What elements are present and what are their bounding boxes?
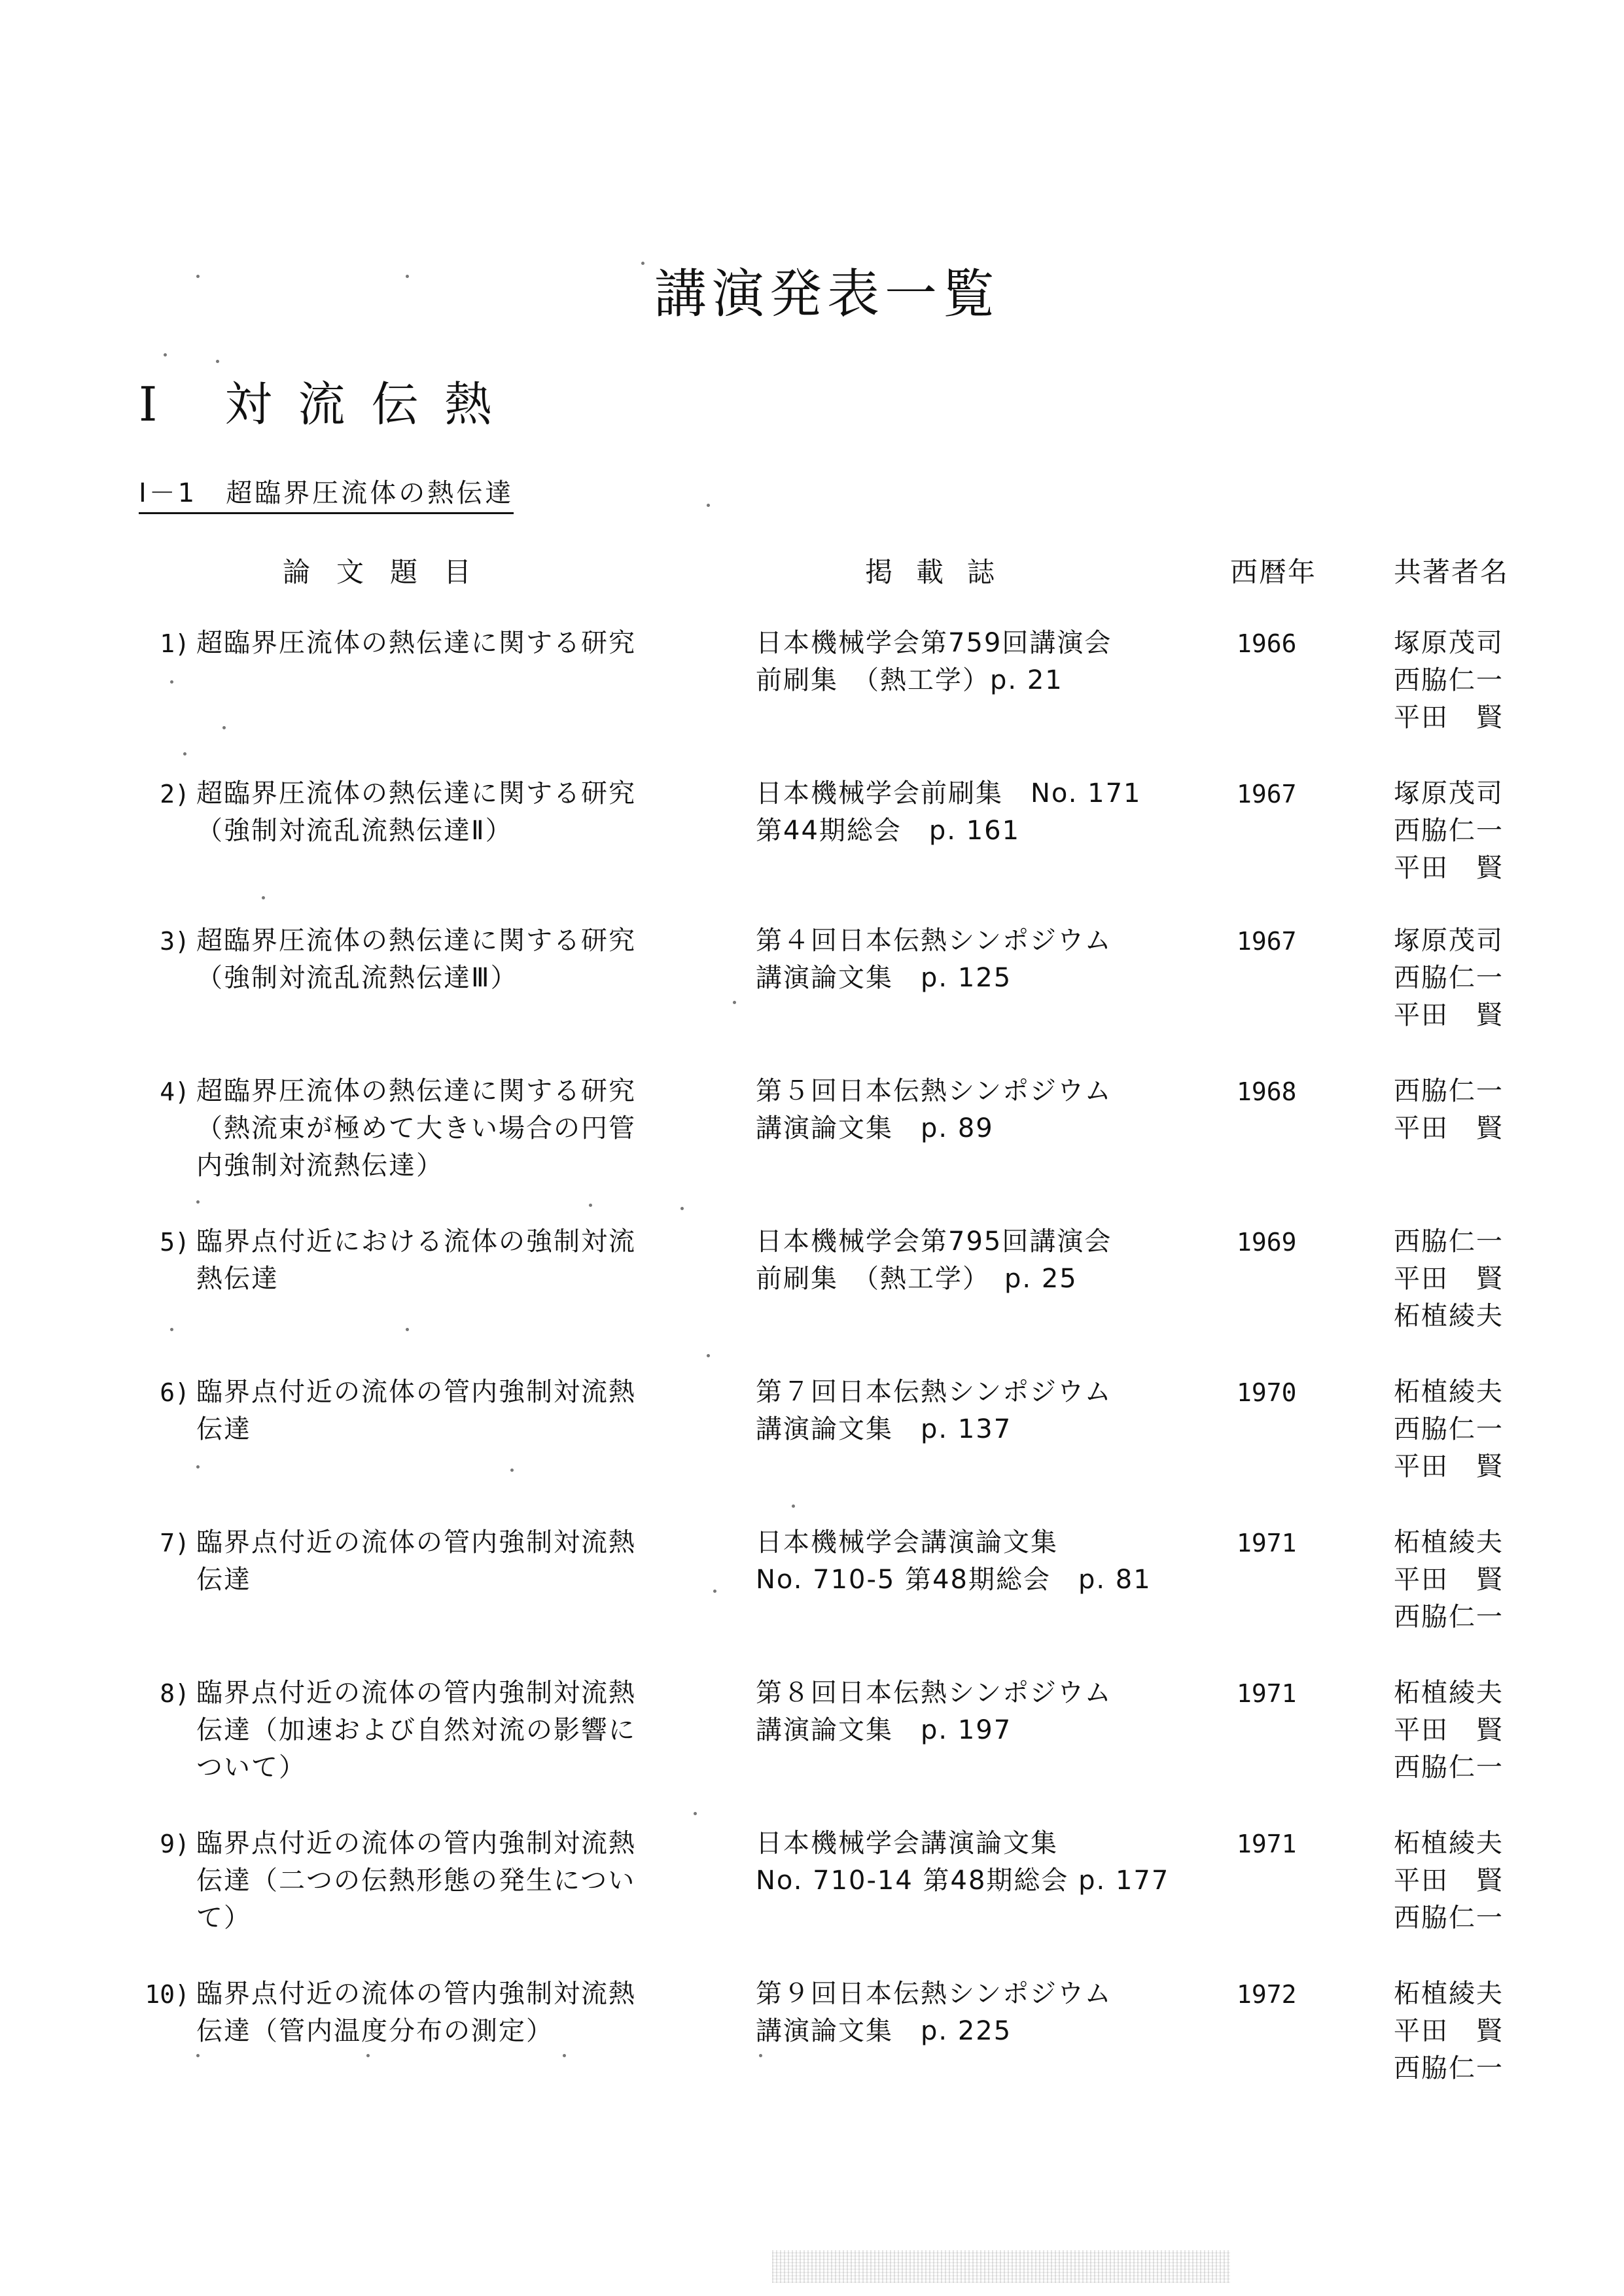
entry-title-line: 臨界点付近の流体の管内強制対流熱: [196, 1377, 636, 1407]
entry-journal: [756, 1223, 1214, 1298]
entry-title: [196, 775, 707, 850]
scan-speck: [733, 1001, 736, 1004]
entry-title-line: 伝達: [196, 1414, 251, 1444]
entry-year: 1969: [1237, 1228, 1297, 1257]
entry-title-line: 超臨界圧流体の熱伝達に関する研究: [196, 628, 636, 658]
scan-speck: [196, 2054, 200, 2057]
entry-title: [196, 1374, 707, 1448]
entry-author: 平田 賢: [1394, 1866, 1504, 1896]
scan-speck: [222, 726, 226, 729]
entry-journal-line: 前刷集 （熱工学）p. 21: [756, 665, 1063, 695]
entry-title: [196, 1825, 707, 1937]
scan-speck: [196, 275, 200, 278]
entry-number: 10): [145, 1980, 190, 2009]
scan-speck: [694, 1812, 697, 1815]
scan-speck: [196, 1200, 200, 1204]
entry-journal-line: 講演論文集 p. 125: [756, 963, 1012, 993]
entry-author: 西脇仁一: [1394, 963, 1504, 993]
entry-title-line: て）: [196, 1903, 251, 1933]
publication-entry: [0, 1975, 1624, 2119]
entry-journal-line: 第８回日本伝熱シンポジウム: [756, 1678, 1112, 1708]
entry-title-line: 内強制対流熱伝達）: [196, 1151, 444, 1181]
entry-authors: [1394, 1825, 1525, 1937]
entry-journal-line: 第５回日本伝熱シンポジウム: [756, 1076, 1112, 1106]
scan-speck: [216, 360, 219, 363]
publication-entry: [0, 1825, 1624, 1969]
entry-year: 1968: [1237, 1077, 1297, 1106]
entry-journal: [756, 1073, 1214, 1147]
entry-number: 3): [160, 927, 190, 956]
entry-title-line: 超臨界圧流体の熱伝達に関する研究: [196, 926, 636, 956]
entry-title-line: （強制対流乱流熱伝達Ⅲ）: [196, 963, 518, 993]
entry-title-line: 伝達（加速および自然対流の影響に: [196, 1715, 636, 1745]
publication-entry: [0, 775, 1624, 919]
entry-author: 西脇仁一: [1394, 1076, 1504, 1106]
section-title: Ⅰ 対流伝熱: [139, 377, 518, 432]
entry-title-line: 臨界点付近の流体の管内強制対流熱: [196, 1527, 636, 1557]
entry-authors: [1394, 625, 1525, 737]
scan-speck: [262, 896, 265, 899]
entry-number: 4): [160, 1077, 190, 1106]
entry-author: 西脇仁一: [1394, 2053, 1504, 2083]
entry-journal-line: 日本機械学会講演論文集: [756, 1828, 1058, 1858]
header-journal: 掲載誌: [865, 556, 1019, 588]
scan-speck: [406, 1328, 409, 1331]
entry-number: 2): [160, 780, 190, 809]
entry-author: 西脇仁一: [1394, 1602, 1504, 1632]
scan-speck: [406, 275, 409, 278]
entry-title-line: 熱伝達: [196, 1264, 279, 1294]
publication-entry: [0, 922, 1624, 1066]
entry-author: 平田 賢: [1394, 1715, 1504, 1745]
header-title: 論文題目: [283, 556, 498, 588]
entry-title: [196, 1223, 707, 1298]
entry-authors: [1394, 775, 1525, 887]
entry-journal-line: 講演論文集 p. 137: [756, 1414, 1012, 1444]
entry-title-line: 超臨界圧流体の熱伝達に関する研究: [196, 1076, 636, 1106]
scan-speck: [170, 680, 173, 684]
entry-journal-line: 第４回日本伝熱シンポジウム: [756, 926, 1112, 956]
entry-number: 1): [160, 629, 190, 658]
entry-author: 平田 賢: [1394, 853, 1504, 883]
scan-speck: [759, 2054, 762, 2057]
entry-author: 平田 賢: [1394, 1264, 1504, 1294]
scan-speck: [713, 1590, 716, 1593]
scan-speck: [589, 1204, 592, 1207]
scan-speck: [366, 2054, 370, 2057]
entry-journal: [756, 1524, 1214, 1599]
entry-author: 平田 賢: [1394, 2016, 1504, 2046]
entry-title-line: 臨界点付近の流体の管内強制対流熱: [196, 1678, 636, 1708]
entry-author: 柘植綾夫: [1394, 1979, 1504, 2009]
entry-year: 1967: [1237, 927, 1297, 956]
scan-speck: [196, 1465, 200, 1469]
entry-authors: [1394, 1975, 1525, 2087]
entry-author: 柘植綾夫: [1394, 1828, 1504, 1858]
entry-journal: [756, 922, 1214, 997]
page-title: 講演発表一覧: [654, 264, 1000, 324]
publication-entry: [0, 625, 1624, 769]
entry-journal: [756, 625, 1214, 699]
subsection-title: Ⅰ－1 超臨界圧流体の熱伝達: [139, 472, 514, 514]
publication-entry: [0, 1675, 1624, 1818]
entry-journal: [756, 775, 1214, 850]
entry-author: 西脇仁一: [1394, 816, 1504, 846]
entry-title-line: 伝達（管内温度分布の測定）: [196, 2016, 554, 2046]
publication-entry: [0, 1524, 1624, 1668]
entry-journal-line: 講演論文集 p. 225: [756, 2016, 1012, 2046]
entry-journal: [756, 1975, 1214, 2050]
entry-year: 1966: [1237, 629, 1297, 658]
entry-authors: [1394, 1223, 1525, 1335]
entry-year: 1971: [1237, 1830, 1297, 1858]
entry-title-line: 臨界点付近の流体の管内強制対流熱: [196, 1828, 636, 1858]
entry-author: 西脇仁一: [1394, 1414, 1504, 1444]
entry-author: 柘植綾夫: [1394, 1377, 1504, 1407]
publication-entry: [0, 1223, 1624, 1367]
scan-speck: [510, 1469, 514, 1472]
scan-speck: [707, 1354, 710, 1357]
entry-title: [196, 1524, 707, 1599]
entry-number: 7): [160, 1529, 190, 1557]
entry-journal: [756, 1374, 1214, 1448]
scan-speck: [183, 752, 186, 756]
entry-authors: [1394, 1675, 1525, 1786]
entry-title-line: 伝達: [196, 1565, 251, 1595]
entry-author: 平田 賢: [1394, 1113, 1504, 1143]
entry-journal-line: 講演論文集 p. 197: [756, 1715, 1012, 1745]
entry-author: 塚原茂司: [1394, 628, 1504, 658]
entry-title-line: （強制対流乱流熱伝達Ⅱ）: [196, 816, 513, 846]
entry-title-line: ついて）: [196, 1752, 306, 1783]
scan-speck: [170, 1328, 173, 1331]
entry-number: 9): [160, 1830, 190, 1858]
entry-journal-line: 日本機械学会第759回講演会: [756, 628, 1112, 658]
entry-author: 塚原茂司: [1394, 926, 1504, 956]
header-year: 西暦年: [1230, 556, 1317, 588]
entry-author: 柘植綾夫: [1394, 1301, 1504, 1331]
entry-year: 1970: [1237, 1378, 1297, 1407]
entry-journal-line: 第９回日本伝熱シンポジウム: [756, 1979, 1112, 2009]
entry-author: 塚原茂司: [1394, 778, 1504, 809]
entry-number: 8): [160, 1679, 190, 1708]
entry-title: [196, 1975, 707, 2050]
entry-authors: [1394, 1374, 1525, 1486]
entry-journal-line: 第７回日本伝熱シンポジウム: [756, 1377, 1112, 1407]
entry-year: 1967: [1237, 780, 1297, 809]
entry-journal: [756, 1825, 1214, 1900]
publication-entry: [0, 1073, 1624, 1217]
publication-entry: [0, 1374, 1624, 1518]
entry-title: [196, 1675, 707, 1786]
entry-author: 柘植綾夫: [1394, 1678, 1504, 1708]
entry-author: 西脇仁一: [1394, 1226, 1504, 1257]
entry-year: 1971: [1237, 1679, 1297, 1708]
entry-journal-line: No. 710-5 第48期総会 p. 81: [756, 1565, 1152, 1595]
entry-title-line: 超臨界圧流体の熱伝達に関する研究: [196, 778, 636, 809]
entry-title-line: 臨界点付近の流体の管内強制対流熱: [196, 1979, 636, 2009]
scan-speck: [563, 2054, 566, 2057]
entry-title-line: （熱流束が極めて大きい場合の円管: [196, 1113, 636, 1143]
entry-journal-line: 日本機械学会講演論文集: [756, 1527, 1058, 1557]
entry-year: 1972: [1237, 1980, 1297, 2009]
entry-title: [196, 922, 707, 997]
scan-speck: [641, 262, 644, 265]
entry-authors: [1394, 1524, 1525, 1636]
entry-title: [196, 625, 707, 662]
entry-authors: [1394, 922, 1525, 1034]
entry-number: 5): [160, 1228, 190, 1257]
scan-noise: [772, 2250, 1230, 2283]
entry-title: [196, 1073, 707, 1185]
entry-journal-line: No. 710-14 第48期総会 p. 177: [756, 1866, 1170, 1896]
entry-author: 平田 賢: [1394, 1000, 1504, 1030]
entry-year: 1971: [1237, 1529, 1297, 1557]
entry-journal: [756, 1675, 1214, 1749]
entry-author: 西脇仁一: [1394, 1752, 1504, 1783]
entry-author: 西脇仁一: [1394, 665, 1504, 695]
entry-author: 平田 賢: [1394, 1565, 1504, 1595]
entry-title-line: 臨界点付近における流体の強制対流: [196, 1226, 636, 1257]
entry-author: 平田 賢: [1394, 703, 1504, 733]
entry-journal-line: 日本機械学会第795回講演会: [756, 1226, 1112, 1257]
scan-speck: [164, 353, 167, 357]
entry-journal-line: 日本機械学会前刷集 No. 171: [756, 778, 1142, 809]
scan-speck: [792, 1505, 795, 1508]
entry-title-line: 伝達（二つの伝熱形態の発生につい: [196, 1866, 636, 1896]
entry-authors: [1394, 1073, 1525, 1147]
entry-journal-line: 講演論文集 p. 89: [756, 1113, 994, 1143]
scan-speck: [680, 1207, 684, 1210]
scan-speck: [707, 504, 710, 507]
header-authors: 共著者名: [1394, 556, 1509, 588]
entry-author: 西脇仁一: [1394, 1903, 1504, 1933]
entry-author: 平田 賢: [1394, 1452, 1504, 1482]
entry-journal-line: 第44期総会 p. 161: [756, 816, 1021, 846]
entry-number: 6): [160, 1378, 190, 1407]
entry-journal-line: 前刷集 （熱工学） p. 25: [756, 1264, 1078, 1294]
entry-author: 柘植綾夫: [1394, 1527, 1504, 1557]
